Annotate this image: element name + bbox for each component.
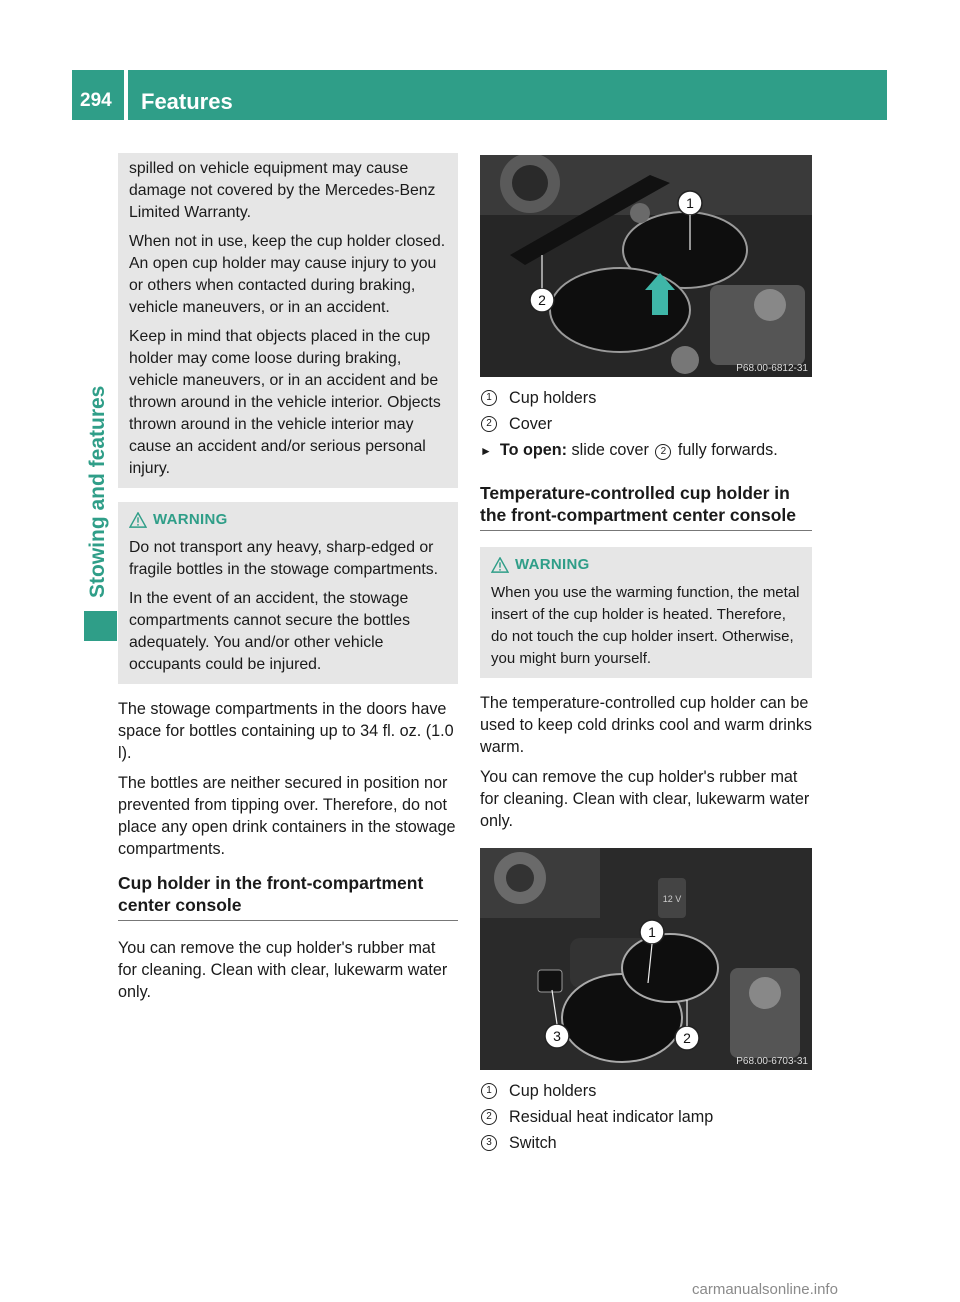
callout-1: 1 bbox=[686, 195, 694, 211]
legend-label: Residual heat indicator lamp bbox=[509, 1108, 714, 1126]
legend-list bbox=[480, 385, 812, 437]
right-column bbox=[480, 155, 812, 1156]
warning-heading bbox=[491, 554, 803, 576]
subsection-heading: Cup holder in the front-compartment center console bbox=[118, 872, 458, 921]
number-circle: 2 bbox=[481, 1109, 497, 1125]
instruction-lead: To open: bbox=[499, 441, 568, 459]
number-circle: 2 bbox=[481, 416, 497, 432]
legend-label: Cover bbox=[509, 415, 553, 433]
body-paragraph: The stowage compartments in the doors have space for bottles containing up to 34 fl. oz. (1.0 l). bbox=[118, 700, 454, 762]
body-paragraph: The temperature-controlled cup holder can be used to keep cold drinks cool and warm drinks warm. bbox=[480, 694, 813, 756]
callout-3: 3 bbox=[553, 1028, 561, 1044]
subsection-heading: Temperature-controlled cup holder in the front-compartment center console bbox=[480, 482, 812, 531]
body-paragraph: You can remove the cup holder's rubber mat for cleaning. Clean with clear, lukewarm water only. bbox=[480, 768, 810, 830]
legend-label: Cup holders bbox=[509, 389, 597, 407]
instruction-step bbox=[480, 441, 812, 460]
photo-code: P68.00-6703-31 bbox=[736, 1056, 808, 1067]
warning-box bbox=[118, 502, 458, 684]
warning-paragraph: When you use the warming function, the metal insert of the cup holder is heated. Therefore, do not touch the cup holder insert. Otherwise, you might burn yourself. bbox=[491, 584, 800, 667]
photo-code: P68.00-6812-31 bbox=[736, 363, 808, 374]
warning-box bbox=[480, 547, 812, 678]
step-arrow-icon: ► bbox=[480, 443, 492, 458]
cup-holder-illustration bbox=[480, 155, 812, 377]
warning-triangle-icon bbox=[491, 557, 509, 573]
callout-1: 1 bbox=[648, 924, 656, 940]
warning-heading bbox=[129, 509, 449, 531]
left-column bbox=[118, 153, 458, 1011]
body-paragraph: The bottles are neither secured in position nor prevented from tipping over. Therefore, do not place any open drink containers in the stowage compartments. bbox=[118, 774, 456, 858]
warning-label: WARNING bbox=[515, 556, 590, 573]
warning-triangle-icon bbox=[129, 512, 147, 528]
callout-2: 2 bbox=[683, 1030, 691, 1046]
legend-list bbox=[480, 1078, 812, 1156]
legend-item bbox=[480, 1130, 812, 1156]
watermark: carmanualsonline.info bbox=[692, 1281, 838, 1298]
socket-label: 12 V bbox=[662, 894, 682, 904]
legend-item bbox=[480, 411, 812, 437]
number-circle: 1 bbox=[481, 390, 497, 406]
warning-paragraph: In the event of an accident, the stowage compartments cannot secure the bottles adequately. You and/or other vehicle occupants could be injured. bbox=[129, 590, 410, 673]
chapter-marker bbox=[84, 611, 117, 641]
temperature-cup-holder-illustration bbox=[480, 848, 812, 1070]
legend-item bbox=[480, 1104, 812, 1130]
legend-item bbox=[480, 385, 812, 411]
legend-item bbox=[480, 1078, 812, 1104]
callout-2: 2 bbox=[538, 292, 546, 308]
number-circle: 2 bbox=[655, 444, 671, 460]
instruction-text: fully forwards. bbox=[677, 441, 778, 459]
box-paragraph: When not in use, keep the cup holder closed. An open cup holder may cause injury to you or others when contacted during braking, vehicle maneuvers, or in an accident. bbox=[129, 233, 446, 316]
legend-label: Cup holders bbox=[509, 1082, 597, 1100]
legend-label: Switch bbox=[509, 1134, 557, 1152]
warning-label: WARNING bbox=[153, 511, 228, 528]
header-divider bbox=[124, 70, 128, 120]
number-circle: 1 bbox=[481, 1083, 497, 1099]
section-title: Features bbox=[141, 89, 233, 114]
instruction-text: slide cover bbox=[571, 441, 649, 459]
box-paragraph: Keep in mind that objects placed in the cup holder may come loose during braking, vehicle maneuvers, or in an accident and be thrown around in the vehicle interior. Objects thrown around in the vehicle interior may cause an accident and/or serious personal injury. bbox=[129, 328, 441, 477]
chapter-label: Stowing and features bbox=[86, 385, 109, 598]
cup-holder-photo bbox=[480, 155, 812, 377]
warning-paragraph: Do not transport any heavy, sharp-edged or fragile bottles in the stowage compartments. bbox=[129, 539, 439, 578]
page-number: 294 bbox=[80, 90, 112, 111]
number-circle: 3 bbox=[481, 1135, 497, 1151]
temperature-cup-holder-photo bbox=[480, 848, 812, 1070]
box-paragraph: spilled on vehicle equipment may cause damage not covered by the Mercedes-Benz Limited Warranty. bbox=[129, 160, 436, 221]
body-paragraph: You can remove the cup holder's rubber mat for cleaning. Clean with clear, lukewarm water only. bbox=[118, 939, 448, 1001]
warning-continuation-box bbox=[118, 153, 458, 488]
